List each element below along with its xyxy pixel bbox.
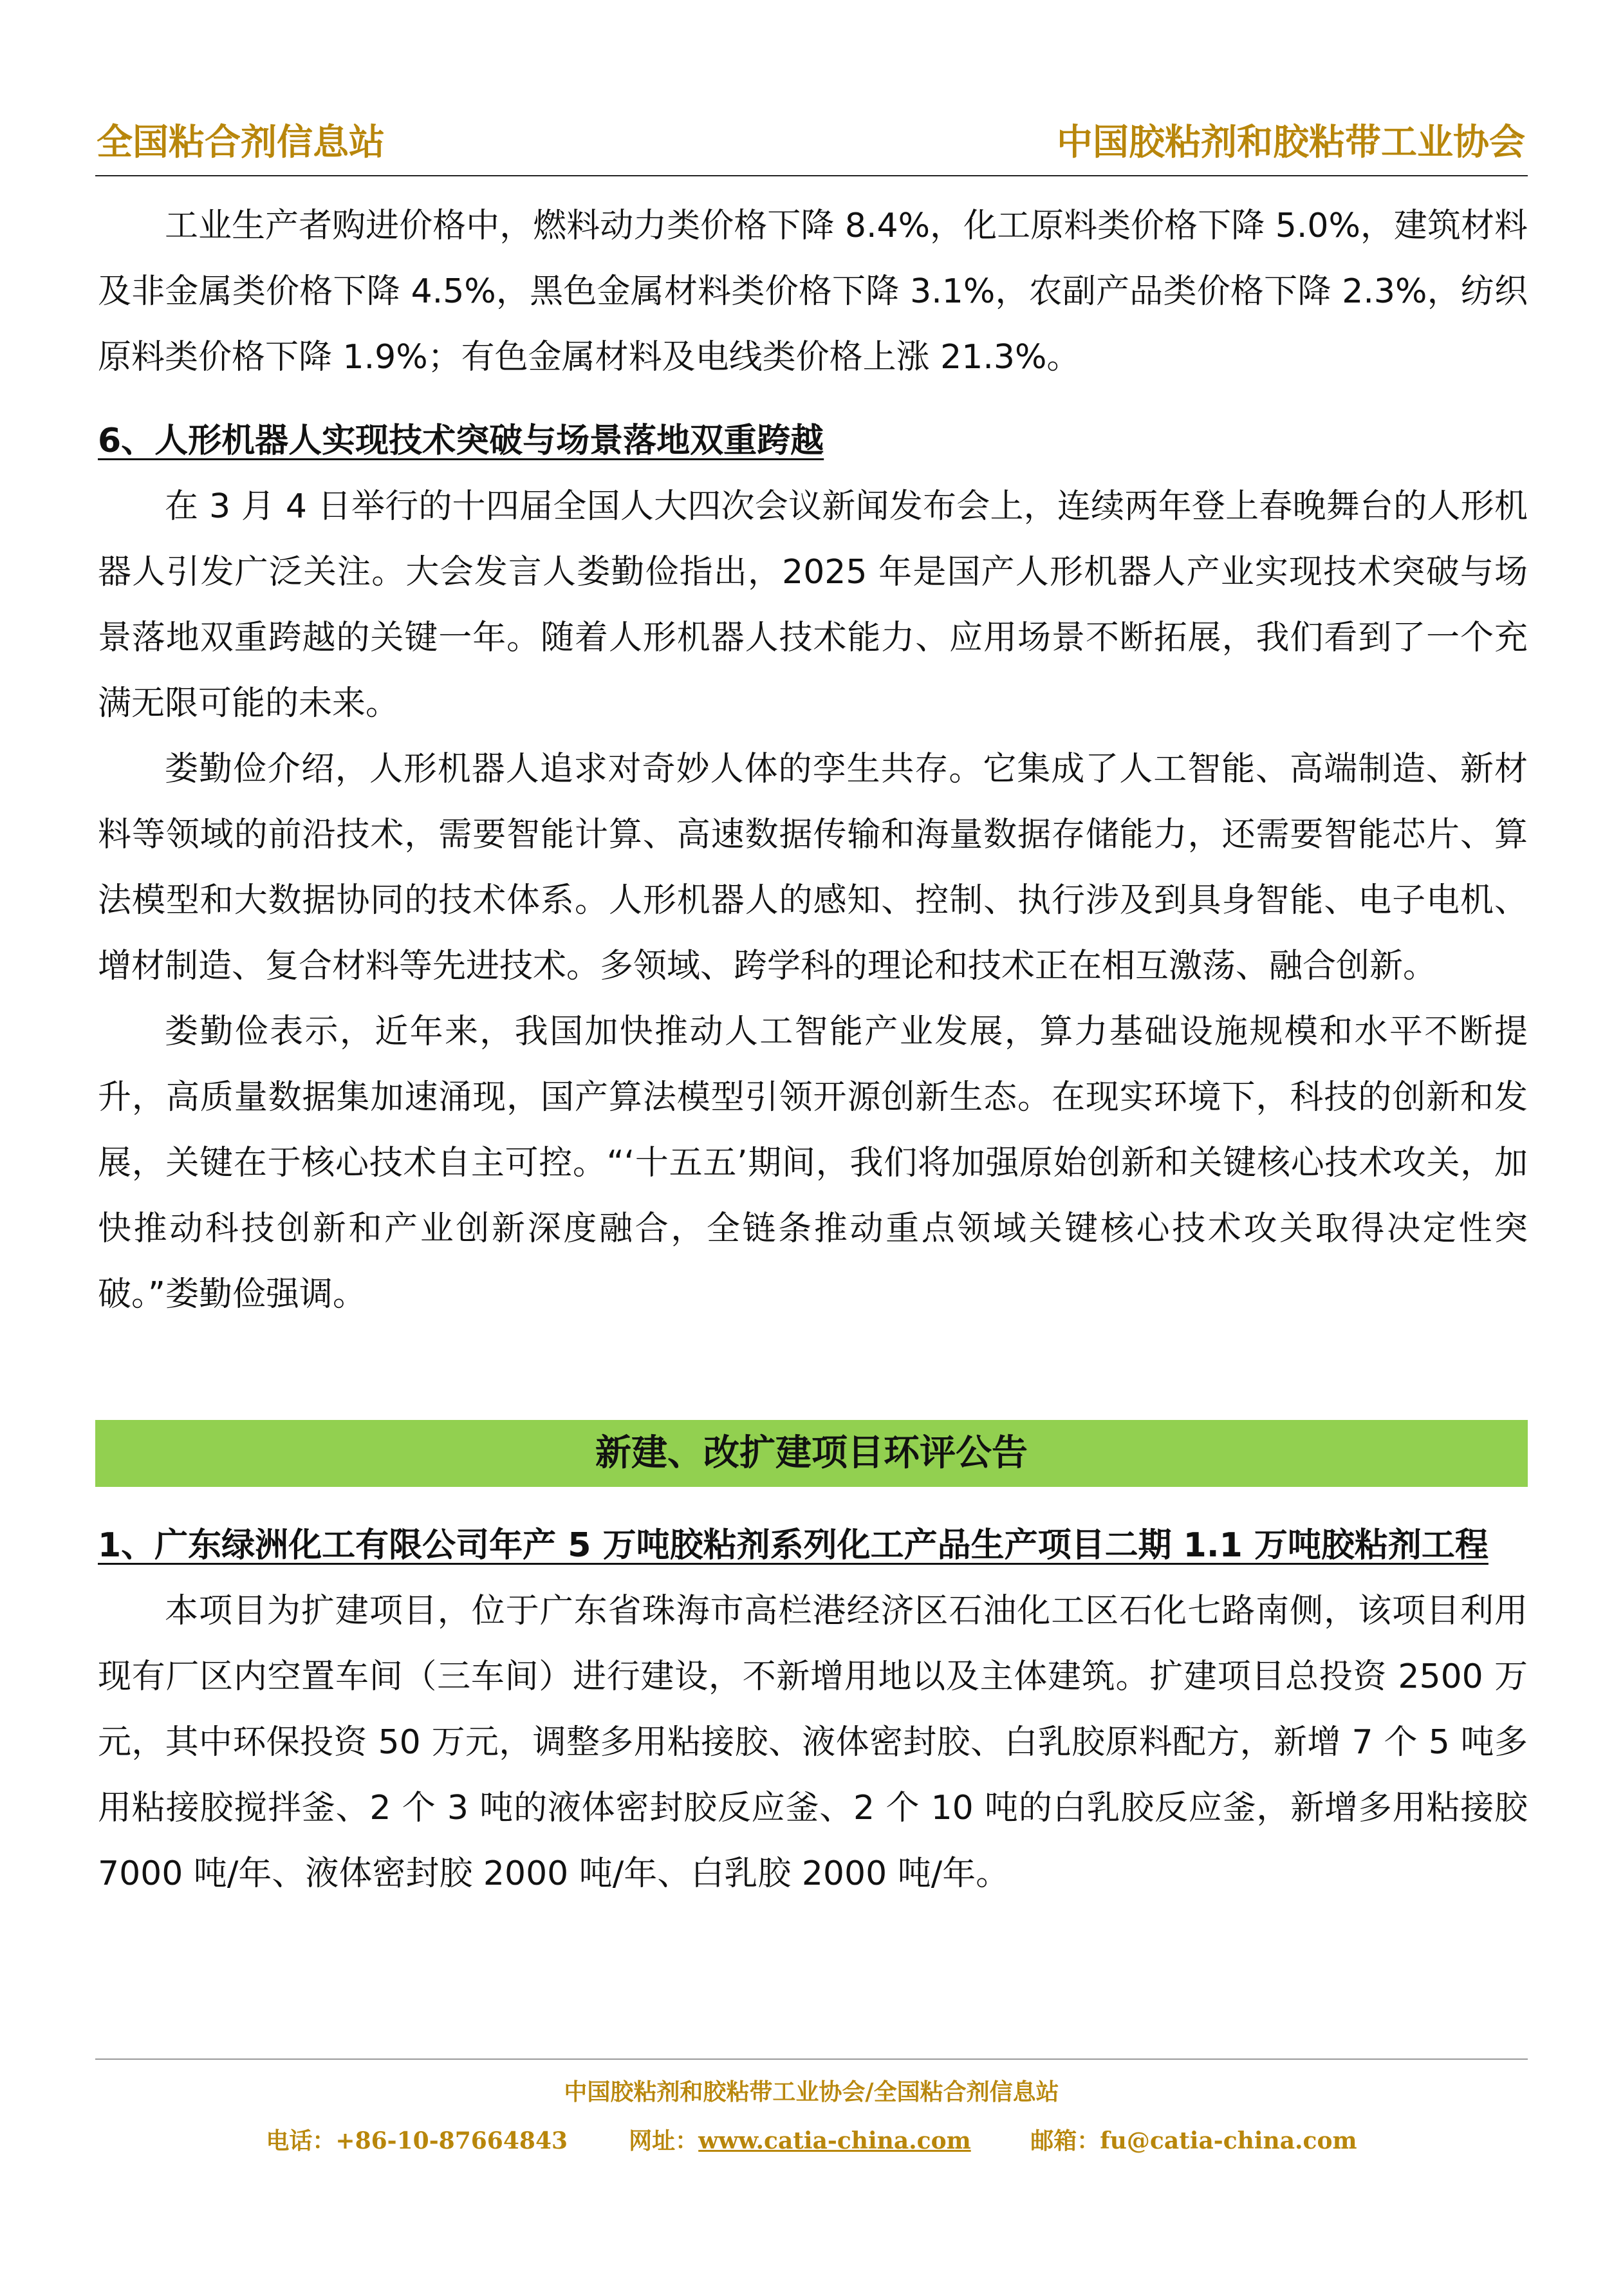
paragraph-project: 本项目为扩建项目，位于广东省珠海市高栏港经济区石油化工区石化七路南侧，该项目利用现有厂区内空置车间（三车间）进行建设，不新增用地以及主体建筑。扩建项目总投资 2500 万元，其中环保投资 50 万元，调整多用粘接胶、液体密封胶、白乳胶原料配方，新增 7 个 5 吨多用粘接胶搅拌釜、2 个 3 吨的液体密封胶反应釜、2 个 10 吨的白乳胶反应釜，新增多用粘接胶 7000 吨/年、液体密封胶 2000 吨/年、白乳胶 2000 吨/年。	[98, 1592, 1528, 1893]
paragraph-robots-1: 在 3 月 4 日举行的十四届全国人大四次会议新闻发布会上，连续两年登上春晚舞台的人形机器人引发广泛关注。大会发言人娄勤俭指出，2025 年是国产人形机器人产业实现技术突破与场景落地双重跨越的关键一年。随着人形机器人技术能力、应用场景不断拓展，我们看到了一个充满无限可能的未来。	[98, 487, 1528, 723]
footer-phone-label: 电话：	[266, 2127, 336, 2154]
header-divider	[95, 175, 1528, 176]
header-right-title: 中国胶粘剂和胶粘带工业协会	[1057, 122, 1525, 163]
paragraph-robots-2: 娄勤俭介绍，人形机器人追求对奇妙人体的孪生共存。它集成了人工智能、高端制造、新材料等领域的前沿技术，需要智能计算、高速数据传输和海量数据存储能力，还需要智能芯片、算法模型和大数据协同的技术体系。人形机器人的感知、控制、执行涉及到具身智能、电子电机、增材制造、复合材料等先进技术。多领域、跨学科的理论和技术正在相互激荡、融合创新。	[98, 750, 1528, 985]
section-robot-news	[98, 408, 1528, 1327]
footer-site-label: 网址：	[629, 2127, 699, 2154]
section-project	[98, 1513, 1528, 1907]
section-price-text	[98, 193, 1528, 390]
paragraph-prices: 工业生产者购进价格中，燃料动力类价格下降 8.4%，化工原料类价格下降 5.0%，建筑材料及非金属类价格下降 4.5%，黑色金属材料类价格下降 3.1%，农副产品类价格下降 2.3%，纺织原料类价格下降 1.9%；有色金属材料及电线类价格上涨 21.3%。	[98, 207, 1528, 377]
paragraph-robots-3: 娄勤俭表示，近年来，我国加快推动人工智能产业发展，算力基础设施规模和水平不断提升，高质量数据集加速涌现，国产算法模型引领开源创新生态。在现实环境下，科技的创新和发展，关键在于核心技术自主可控。“‘十五五’期间，我们将加强原始创新和关键核心技术攻关，加快推动科技创新和产业创新深度融合，全链条推动重点领域关键核心技术攻关取得决定性突破。”娄勤俭强调。	[98, 1013, 1528, 1314]
footer-org: 中国胶粘剂和胶粘带工业协会/全国粘合剂信息站	[564, 2078, 1059, 2105]
footer-contact	[0, 2123, 1623, 2156]
footer-divider	[95, 2058, 1528, 2060]
footer-email-label: 邮箱：	[1030, 2127, 1100, 2154]
footer-site-link[interactable]: www.catia-china.com	[698, 2127, 971, 2154]
footer-phone: +86-10-87664843	[335, 2127, 568, 2154]
section-heading-project: 1、广东绿洲化工有限公司年产 5 万吨胶粘剂系列化工产品生产项目二期 1.1 万吨胶粘剂工程	[98, 1526, 1489, 1565]
section-banner: 新建、改扩建项目环评公告	[95, 1420, 1528, 1487]
section-heading-robots: 6、人形机器人实现技术突破与场景落地双重跨越	[98, 422, 824, 460]
footer-email[interactable]: fu@catia-china.com	[1100, 2127, 1357, 2154]
header-left-title: 全国粘合剂信息站	[97, 122, 385, 163]
